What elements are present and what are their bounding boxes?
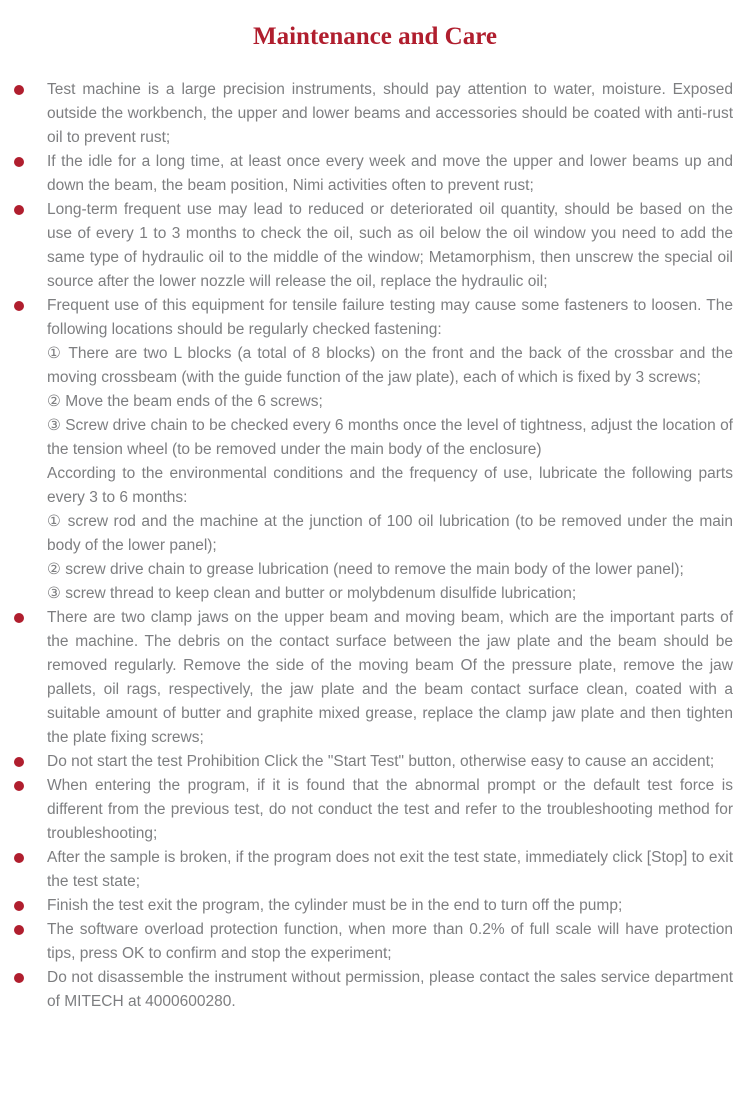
- bullet-icon: [14, 757, 24, 767]
- list-item: [0, 750, 750, 774]
- paragraph: Frequent use of this equipment for tensile failure testing may cause some fasteners to loosen. The following locations should be regularly checked fastening:: [47, 297, 733, 338]
- list-item-text: [47, 294, 733, 606]
- paragraph: Finish the test exit the program, the cylinder must be in the end to turn off the pump;: [47, 897, 623, 914]
- paragraph: ③ Screw drive chain to be checked every 6 months once the level of tightness, adjust the location of the tension wheel (to be removed under the main body of the enclosure): [47, 417, 733, 458]
- list-item-text: [47, 918, 733, 966]
- list-item-text: [47, 150, 733, 198]
- paragraph: The software overload protection function, when more than 0.2% of full scale will have protection tips, press OK to confirm and stop the experiment;: [47, 921, 733, 962]
- list-item: [0, 918, 750, 966]
- list-item-text: [47, 774, 733, 846]
- bullet-icon: [14, 85, 24, 95]
- paragraph: There are two clamp jaws on the upper beam and moving beam, which are the important parts of the machine. The debris on the contact surface between the jaw plate and the beam should be removed regularly. Remove the side of the moving beam Of the pressure plate, remove the jaw pallets, oil rags, respectively, the jaw plate and the beam contact surface clean, coated with a suitable amount of butter and graphite mixed grease, replace the clamp jaw plate and then tighten the plate fixing screws;: [47, 609, 733, 746]
- bullet-icon: [14, 973, 24, 983]
- bullet-icon: [14, 157, 24, 167]
- list-item: [0, 198, 750, 294]
- paragraph: ① There are two L blocks (a total of 8 blocks) on the front and the back of the crossbar and the moving crossbeam (with the guide function of the jaw plate), each of which is fixed by 3 screws;: [47, 345, 733, 386]
- list-item: [0, 774, 750, 846]
- bullet-icon: [14, 781, 24, 791]
- paragraph: Do not start the test Prohibition Click the "Start Test" button, otherwise easy to cause an accident;: [47, 753, 715, 770]
- list-item-text: [47, 966, 733, 1014]
- paragraph: Do not disassemble the instrument without permission, please contact the sales service department of MITECH at 4000600280.: [47, 969, 733, 1010]
- list-item: [0, 966, 750, 1014]
- list-item-text: [47, 846, 733, 894]
- maintenance-list: [0, 78, 750, 1014]
- paragraph: ③ screw thread to keep clean and butter or molybdenum disulfide lubrication;: [47, 585, 577, 602]
- paragraph: ② screw drive chain to grease lubrication (need to remove the main body of the lower panel);: [47, 561, 684, 578]
- list-item: [0, 606, 750, 750]
- list-item: [0, 294, 750, 606]
- bullet-icon: [14, 301, 24, 311]
- paragraph: ① screw rod and the machine at the junction of 100 oil lubrication (to be removed under the main body of the lower panel);: [47, 513, 733, 554]
- bullet-icon: [14, 853, 24, 863]
- bullet-icon: [14, 925, 24, 935]
- list-item: [0, 846, 750, 894]
- list-item-text: [47, 894, 733, 918]
- list-item: [0, 78, 750, 150]
- list-item-text: [47, 606, 733, 750]
- list-item: [0, 894, 750, 918]
- list-item: [0, 150, 750, 198]
- bullet-icon: [14, 901, 24, 911]
- bullet-icon: [14, 613, 24, 623]
- paragraph: After the sample is broken, if the program does not exit the test state, immediately click [Stop] to exit the test state;: [47, 849, 733, 890]
- paragraph: Test machine is a large precision instruments, should pay attention to water, moisture. Exposed outside the workbench, the upper and lower beams and accessories should be coated with anti-rust oil to prevent rust;: [47, 81, 733, 146]
- paragraph: When entering the program, if it is found that the abnormal prompt or the default test force is different from the previous test, do not conduct the test and refer to the troubleshooting method for troubleshooting;: [47, 777, 733, 842]
- list-item-text: [47, 198, 733, 294]
- bullet-icon: [14, 205, 24, 215]
- paragraph: ② Move the beam ends of the 6 screws;: [47, 393, 323, 410]
- paragraph: Long-term frequent use may lead to reduced or deteriorated oil quantity, should be based on the use of every 1 to 3 months to check the oil, such as oil below the oil window you need to add the same type of hydraulic oil to the middle of the window; Metamorphism, then unscrew the special oil source after the lower nozzle will release the oil, replace the hydraulic oil;: [47, 201, 733, 290]
- paragraph: According to the environmental conditions and the frequency of use, lubricate the following parts every 3 to 6 months:: [47, 465, 733, 506]
- list-item-text: [47, 750, 733, 774]
- list-item-text: [47, 78, 733, 150]
- paragraph: If the idle for a long time, at least once every week and move the upper and lower beams up and down the beam, the beam position, Nimi activities often to prevent rust;: [47, 153, 733, 194]
- page-title: Maintenance and Care: [253, 23, 497, 50]
